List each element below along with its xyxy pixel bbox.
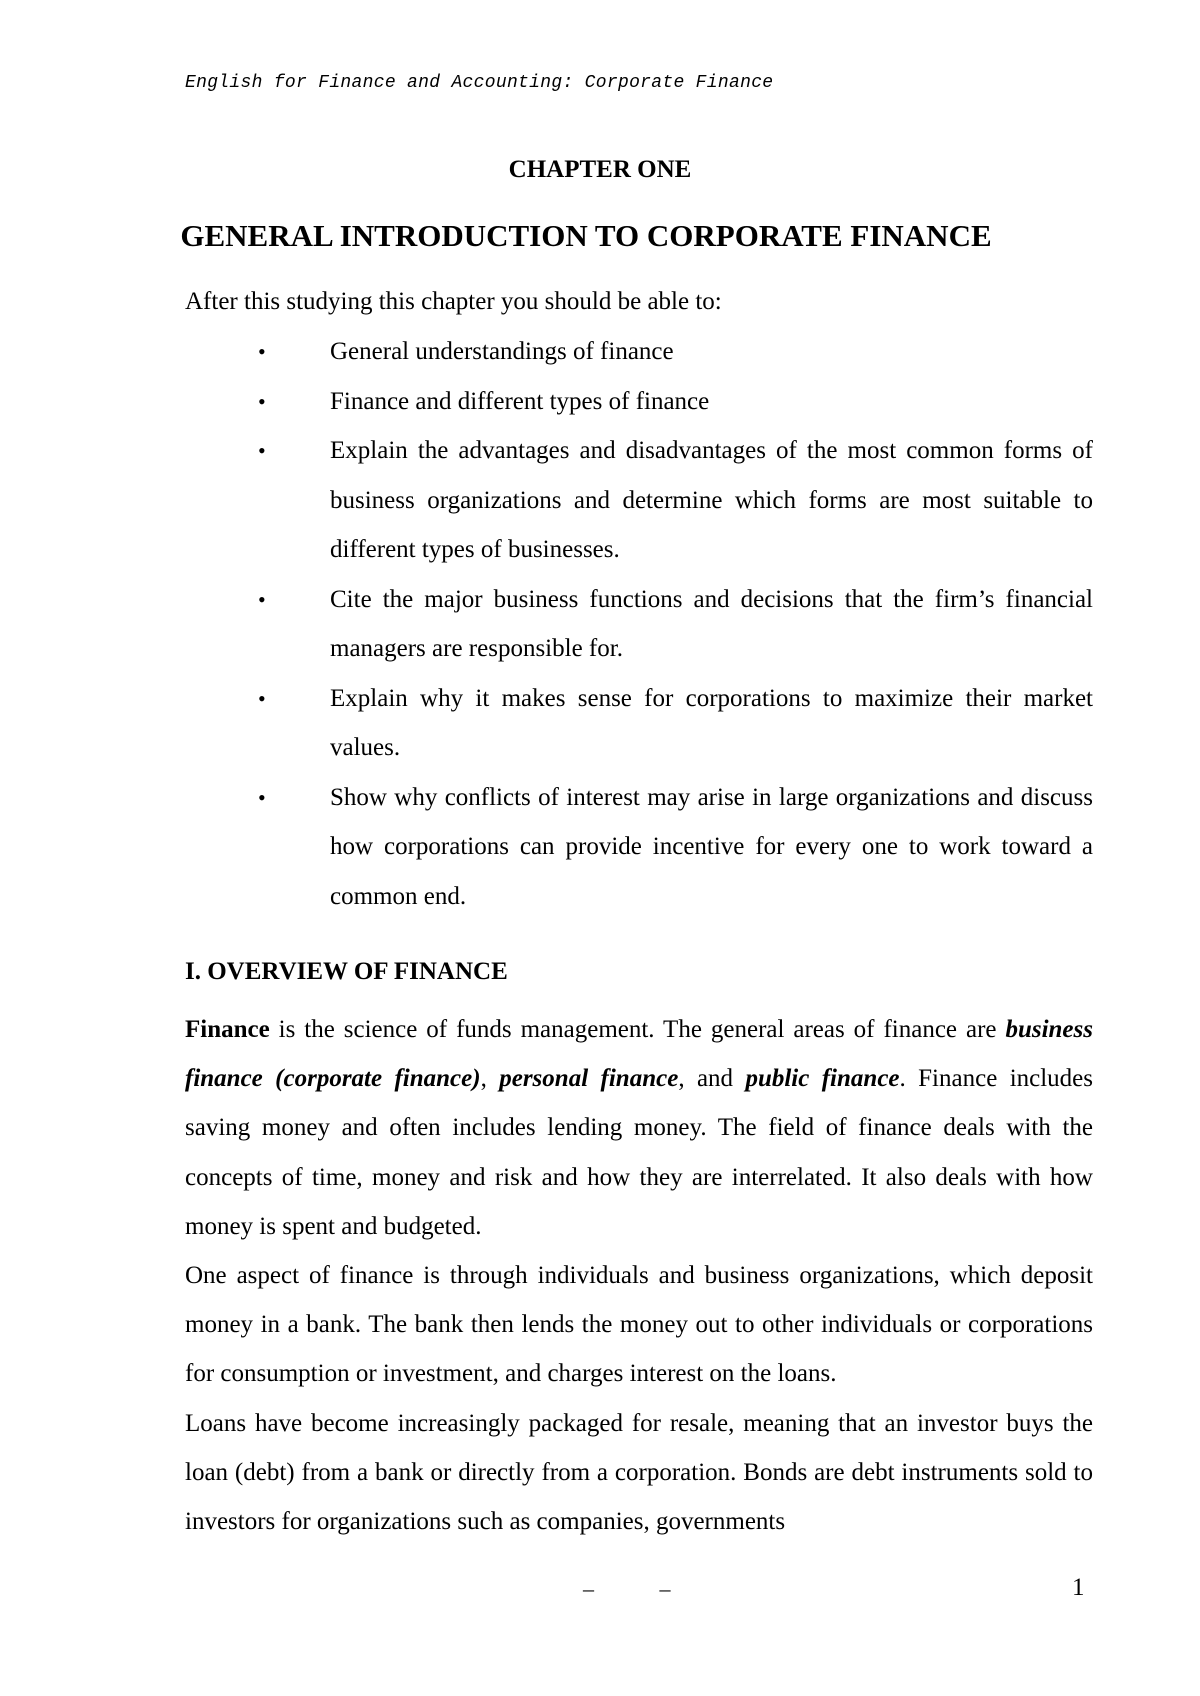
text-run: . Finance includes saving money and often includes lending money. The field of finance deals with the concepts of time, money and risk and how they are interrelated. It also deals with how money is spent and budgeted. [185, 1065, 1094, 1240]
list-item [185, 773, 1093, 922]
list-item-text: Show why conflicts of interest may arise in large organizations and discuss how corporations can provide incentive for every one to work toward a common end. [330, 783, 1093, 910]
chapter-label: CHAPTER ONE [508, 156, 692, 183]
page-number: 1 [1072, 1574, 1085, 1601]
list-item-text: Explain the advantages and disadvantages of the most common forms of business organizations and determine which forms are most suitable to different types of businesses. [330, 437, 1093, 563]
paragraph-banking: One aspect of finance is through individuals and business organizations, which deposit money in a bank. The bank then lends the money out to other individuals or corporations for consumption or investment, and charges interest on the loans. [185, 1262, 1093, 1388]
list-item [185, 575, 1093, 674]
paragraph-loans: Loans have become increasingly packaged for resale, meaning that an investor buys the loan (debt) from a bank or directly from a corporation. Bonds are debt instruments sold to investors for organizations such as companies, governments [185, 1409, 1093, 1536]
list-item [185, 377, 1093, 427]
text-run: is the science of funds management. The general areas of finance are [269, 1016, 1006, 1043]
term-finance: Finance [185, 1016, 270, 1043]
section-heading: I. OVERVIEW OF FINANCE [185, 958, 508, 985]
footer-dashes: – – [583, 1576, 701, 1601]
bullet-icon: • [258, 388, 266, 414]
bullet-icon: • [258, 784, 266, 810]
bullet-icon: • [258, 339, 266, 364]
term-personal-finance: personal finance [499, 1065, 679, 1093]
list-item [185, 674, 1093, 773]
list-item-text: Cite the major business functions and decisions that the firm’s financial managers are responsible for. [330, 585, 1093, 662]
term-business-finance: business finance (corporate finance) [185, 1016, 1093, 1093]
running-header: English for Finance and Accounting: Corporate Finance [185, 73, 774, 93]
bullet-icon: • [258, 685, 266, 711]
text-run: , and [678, 1065, 746, 1093]
list-item [185, 426, 1093, 575]
term-public-finance: public finance [745, 1065, 900, 1093]
list-item-text: Explain why it makes sense for corporations to maximize their market values. [330, 684, 1093, 761]
paragraph-finance-definition [185, 1005, 1093, 1251]
objectives-intro: After this studying this chapter you should be able to: [185, 288, 722, 315]
bullet-icon: • [258, 438, 266, 463]
section-body [185, 1005, 1093, 1546]
objectives-list [185, 327, 1093, 921]
list-item-text: Finance and different types of finance [330, 387, 710, 415]
list-item-text: General understandings of finance [330, 338, 674, 365]
bullet-icon: • [258, 586, 266, 612]
chapter-title: GENERAL INTRODUCTION TO CORPORATE FINANCE [180, 218, 992, 253]
text-run: , [480, 1065, 500, 1093]
list-item [185, 327, 1093, 377]
